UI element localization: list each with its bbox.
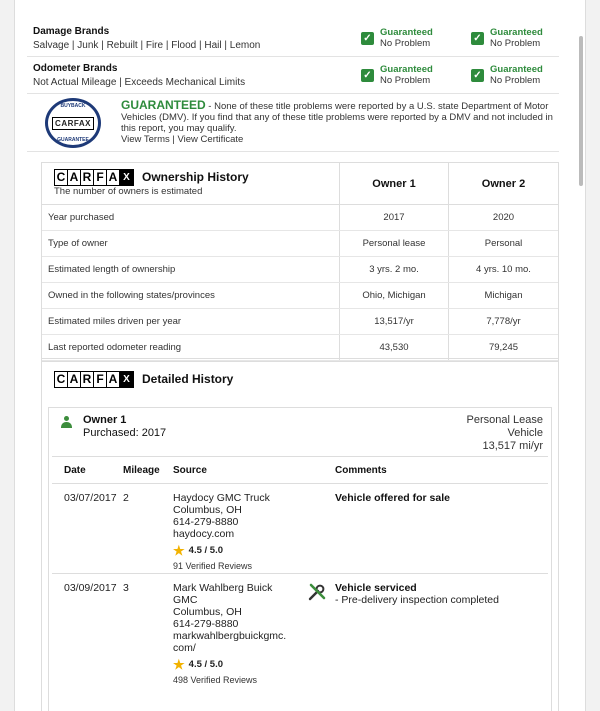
guarantee-heading: GUARANTEED [121,98,206,112]
rating-value: 4.5 / 5.0 [188,545,223,556]
table-row [42,283,558,309]
carfax-logo [54,169,134,186]
check-icon: ✓ [471,69,484,82]
badge-bottom-text: GUARANTEE [57,137,89,143]
detailed-history [41,358,559,711]
comment-title: Vehicle offered for sale [335,492,450,504]
table-row [52,484,548,574]
row-label: Last reported odometer reading [42,335,340,360]
rating-value: 4.5 / 5.0 [188,659,223,670]
status-label: No Problem [380,38,431,49]
source-website-2[interactable]: com/ [173,642,196,654]
owner2-value: Michigan [484,290,523,301]
brand-row-odometer [27,57,559,94]
source-phone[interactable]: 614-279-8880 [173,618,239,630]
source-location: Columbus, OH [173,606,242,618]
reviews-link[interactable]: 91 Verified Reviews [173,561,253,571]
col-mileage: Mileage [123,464,160,476]
table-row [42,231,558,257]
reviews-link[interactable]: 498 Verified Reviews [173,675,258,685]
ownership-history [41,162,559,362]
brand-desc: Not Actual Mileage | Exceeds Mechanical Limits [33,76,246,88]
owner1-value: Personal lease [340,231,449,256]
owner-purchased: Purchased: 2017 [83,427,167,439]
check-icon: ✓ [361,69,374,82]
section-subtitle: The number of owners is estimated [54,186,203,197]
badge-logo: CARFAX [52,117,94,130]
record-date: 03/09/2017 [64,582,117,594]
table-row [42,309,558,335]
owner2-value: 4 yrs. 10 mo. [476,264,531,275]
source-location: Columbus, OH [173,504,242,516]
col-comments: Comments [335,464,387,476]
brand-title: Odometer Brands [33,62,118,74]
logo-letter: C [55,170,68,185]
source-website[interactable]: markwahlbergbuickgmc. [173,630,287,642]
owner-type: Personal Lease [466,414,543,426]
owner-column-header: Owner 1 [340,163,449,204]
table-row [52,574,548,694]
comment-title: Vehicle serviced [335,582,417,594]
owner-column-header: Owner 2 [481,177,526,190]
check-icon: ✓ [361,32,374,45]
comment-detail: - Pre-delivery inspection completed [335,594,499,606]
owner1-value: 43,530 [340,335,449,360]
logo-letter: A [68,372,81,387]
brand-desc: Salvage | Junk | Rebuilt | Fire | Flood | Hail | Lemon [33,39,261,51]
guaranteed-label: Guaranteed [490,64,543,75]
guarantee-links[interactable]: View Terms | View Certificate [121,134,244,145]
owner2-value: 7,778/yr [486,316,521,327]
guarantee-body: - None of these title problems were reported by a U.S. state Department of Motor Vehicles (DMV). If you find that any of these title problems were reported by a DMV and not included in this report, you may qualify. [121,101,553,134]
status-label: No Problem [490,38,541,49]
logo-letter: F [94,170,107,185]
buyback-guarantee [27,94,559,152]
status-label: No Problem [490,75,541,86]
table-row [42,205,558,231]
source-name[interactable]: Mark Wahlberg Buick [173,582,273,594]
brand-row-damage [27,20,559,57]
person-icon [61,416,72,429]
logo-letter: R [81,170,94,185]
record-mileage: 2 [123,492,129,504]
record-date: 03/07/2017 [64,492,117,504]
carfax-logo [54,371,134,388]
brand-title: Damage Brands [33,25,110,37]
owner-card [48,407,552,711]
title-brands-table [27,20,559,94]
source-phone[interactable]: 614-279-8880 [173,516,239,528]
logo-letter: R [81,372,94,387]
owner2-value: Personal [484,238,523,249]
row-label: Estimated length of ownership [42,257,340,282]
col-source: Source [173,464,207,476]
check-icon: ✓ [471,32,484,45]
section-title: Detailed History [142,372,234,386]
guaranteed-label: Guaranteed [380,64,433,75]
history-table [52,456,548,694]
wrench-screwdriver-icon [307,582,327,602]
logo-letter: A [107,372,120,387]
guarantee-text [121,100,557,145]
col-date: Date [64,464,86,476]
owner1-value: 2017 [340,205,449,230]
logo-letter: F [94,372,107,387]
scrollbar[interactable] [579,36,583,186]
guaranteed-label: Guaranteed [380,27,433,38]
logo-letter: X [120,372,133,387]
record-mileage: 3 [123,582,129,594]
row-label: Year purchased [42,205,340,230]
owner1-value: 13,517/yr [340,309,449,334]
logo-letter: X [120,170,133,185]
table-row [42,257,558,283]
owner2-value: 2020 [492,212,515,223]
source-name[interactable]: Haydocy GMC Truck [173,492,270,504]
owner-name: Owner 1 [83,414,127,426]
owner1-value: Ohio, Michigan [340,283,449,308]
logo-letter: A [107,170,120,185]
source-website[interactable]: haydocy.com [173,528,235,540]
guaranteed-label: Guaranteed [490,27,543,38]
section-title: Ownership History [142,170,249,184]
row-label: Estimated miles driven per year [42,309,340,334]
row-label: Type of owner [42,231,340,256]
star-icon: ★ [173,657,185,672]
buyback-guarantee-badge [45,98,101,148]
row-label: Owned in the following states/provinces [42,283,340,308]
logo-letter: A [68,170,81,185]
owner-type-2: Vehicle [507,427,543,439]
status-label: No Problem [380,75,431,86]
logo-letter: C [55,372,68,387]
owner-miles-per-year: 13,517 mi/yr [482,440,543,452]
source-name-2[interactable]: GMC [173,594,198,606]
badge-top-text: BUYBACK [60,103,86,109]
owner2-value: 79,245 [488,342,519,353]
owner1-value: 3 yrs. 2 mo. [340,257,449,282]
star-icon: ★ [173,543,185,558]
